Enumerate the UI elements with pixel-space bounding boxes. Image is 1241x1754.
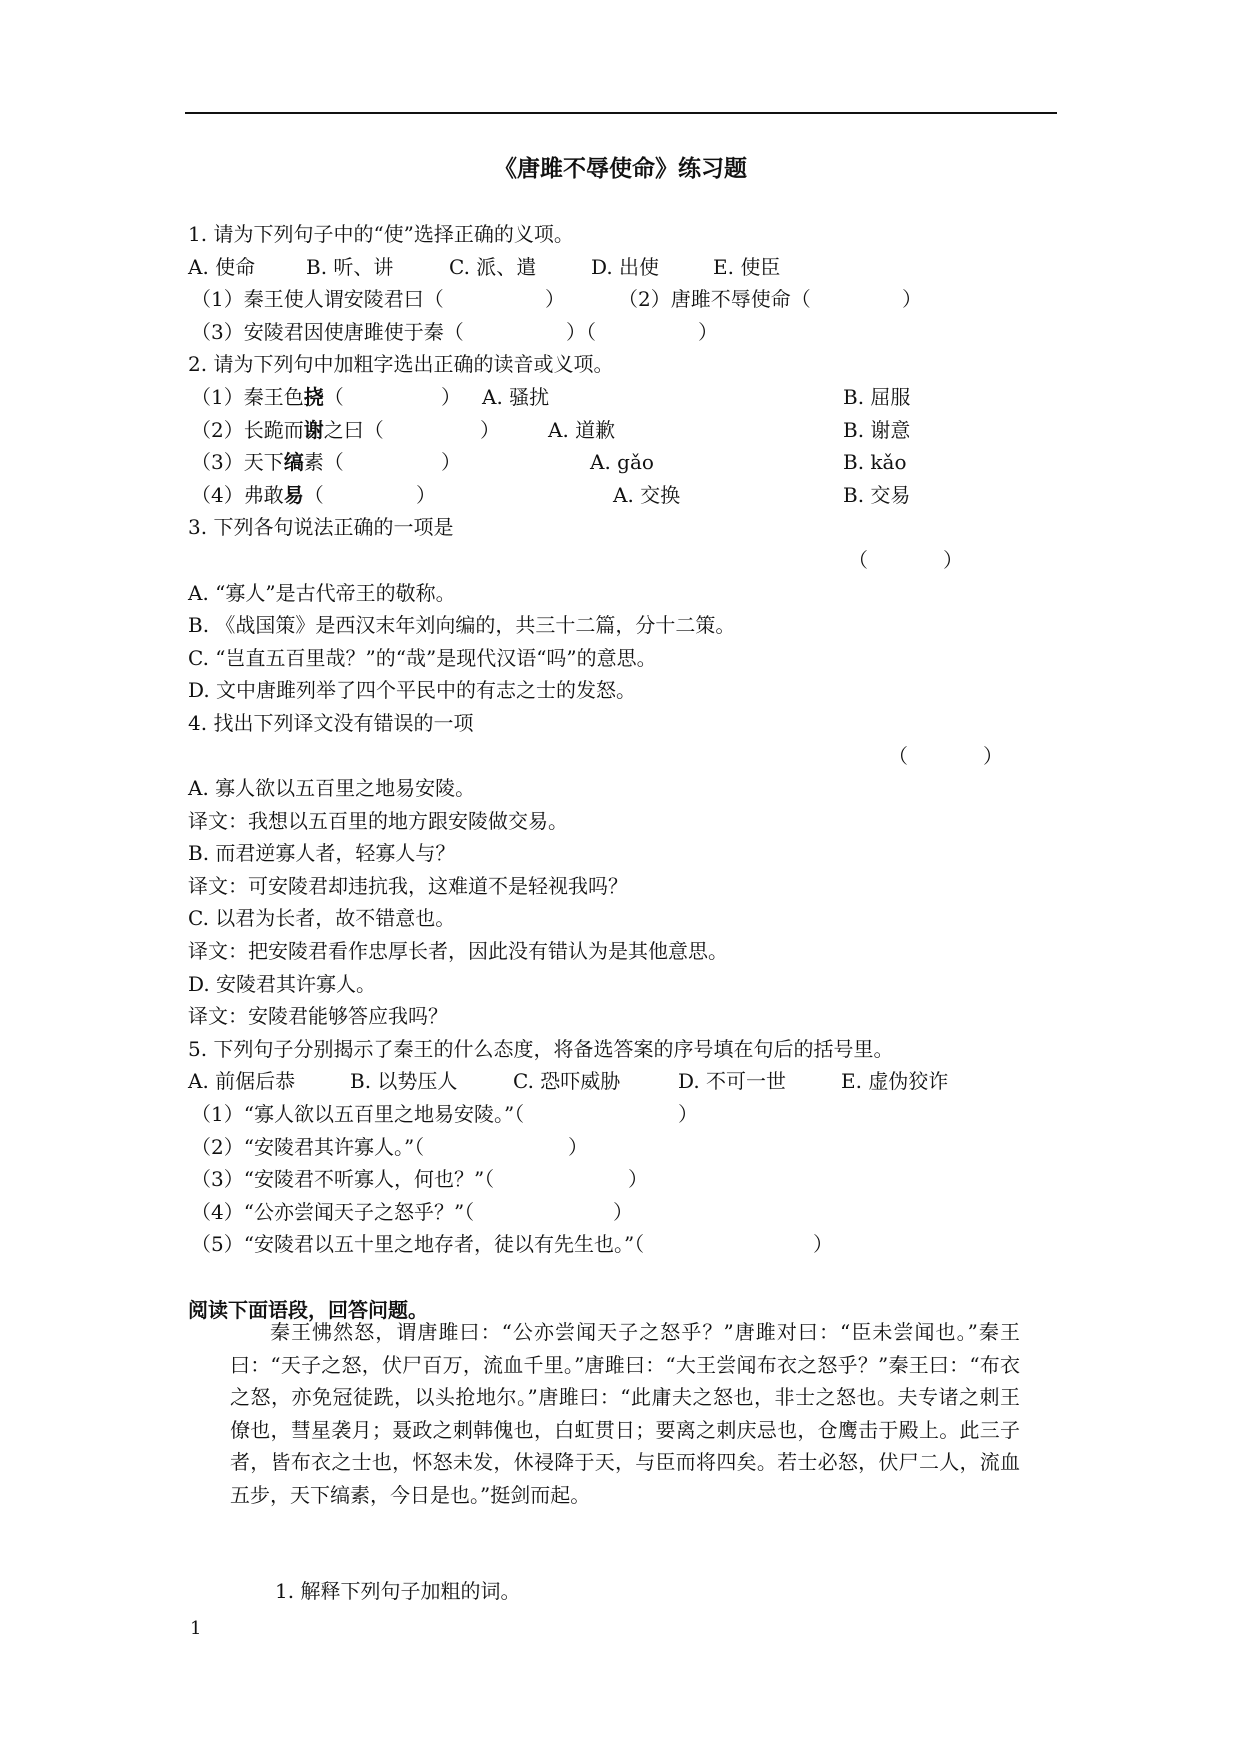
segment-text: （3）“安陵君不听寡人，何也？”（ — [191, 1167, 495, 1192]
line-segment — [813, 1228, 833, 1261]
line-segment — [350, 1065, 457, 1098]
line-segment — [191, 1163, 494, 1196]
exercise-line — [188, 837, 1068, 870]
line-segment — [628, 1163, 648, 1196]
exercise-line — [188, 544, 1068, 577]
line-segment — [188, 1033, 893, 1066]
segment-text: B. 听、讲 — [306, 254, 394, 279]
segment-text: B. 交易 — [843, 482, 911, 507]
segment-text: （5）“安陵君以五十里之地存者，徒以有先生也。”（ — [191, 1232, 645, 1257]
line-segment — [188, 707, 473, 740]
segment-text: B. 而君逆寡人者，轻寡人与？ — [188, 841, 456, 866]
segment-tail: 之曰（ — [323, 417, 384, 442]
segment-text: （2）“安陵君其许寡人。”（ — [191, 1134, 425, 1159]
line-segment — [713, 251, 780, 284]
line-segment — [191, 479, 324, 512]
bold-keyword: 易 — [283, 482, 304, 507]
exercise-line — [188, 609, 1068, 642]
line-segment — [188, 968, 376, 1001]
segment-text: ） — [902, 287, 922, 312]
segment-tail: 素（ — [303, 450, 344, 475]
line-segment — [441, 381, 461, 414]
line-segment — [191, 316, 464, 349]
line-segment — [843, 446, 907, 479]
exercise-line — [188, 968, 1068, 1001]
exercise-line — [188, 1065, 1068, 1098]
exercise-line — [188, 511, 1068, 544]
exercise-line — [188, 674, 1068, 707]
segment-text: A. 交换 — [613, 482, 681, 507]
segment-text: 3. 下列各句说法正确的一项是 — [188, 515, 454, 540]
line-segment — [591, 251, 659, 284]
segment-text: （1）秦王色 — [191, 384, 304, 409]
page-title: 《唐雎不辱使命》练习题 — [494, 155, 747, 182]
line-segment — [566, 316, 596, 349]
line-segment — [188, 805, 568, 838]
exercise-line — [188, 1228, 1068, 1261]
line-segment — [188, 935, 728, 968]
segment-text: ） — [983, 743, 1003, 768]
line-segment — [843, 479, 910, 512]
bold-keyword: 谢 — [303, 417, 324, 442]
line-segment — [188, 609, 735, 642]
bold-keyword: 缟 — [283, 450, 304, 475]
segment-text: 5. 下列句子分别揭示了秦王的什么态度，将备选答案的序号填在句后的括号里。 — [188, 1036, 894, 1061]
segment-text: （ — [888, 743, 908, 768]
exercise-line — [188, 218, 1068, 251]
exercise-line — [188, 707, 1068, 740]
segment-text: ） — [628, 1167, 648, 1192]
line-segment — [188, 870, 628, 903]
exercise-line — [188, 577, 1068, 610]
line-segment — [449, 251, 536, 284]
segment-text: ） — [943, 547, 963, 572]
segment-text: A. 寡人欲以五百里之地易安陵。 — [188, 776, 476, 801]
line-segment — [191, 1196, 474, 1229]
exercise-line — [188, 283, 1068, 316]
segment-text: A. 骚扰 — [482, 384, 550, 409]
line-segment — [590, 446, 654, 479]
line-segment — [678, 1098, 698, 1131]
line-segment — [698, 316, 718, 349]
segment-text: C. 派、遣 — [449, 254, 537, 279]
segment-text: 译文：安陵君能够答应我吗？ — [188, 1004, 448, 1029]
exercise-line — [188, 316, 1068, 349]
line-segment — [613, 479, 680, 512]
exercise-line — [188, 740, 1068, 773]
segment-text: B. 以势压人 — [350, 1069, 458, 1094]
line-segment — [191, 414, 384, 447]
segment-text: 译文：可安陵君却违抗我，这难道不是轻视我吗？ — [188, 873, 628, 898]
exercise-line — [188, 381, 1068, 414]
header-rule — [185, 112, 1057, 114]
segment-text: （1）“寡人欲以五百里之地易安陵。”（ — [191, 1102, 525, 1127]
exercise-line — [188, 1131, 1068, 1164]
line-segment — [188, 1065, 295, 1098]
exercise-line — [188, 1033, 1068, 1066]
segment-text: D. 文中唐雎列举了四个平民中的有志之士的发怒。 — [188, 678, 637, 703]
line-segment — [568, 1131, 588, 1164]
line-segment — [888, 740, 908, 773]
line-segment — [191, 1131, 424, 1164]
line-segment — [843, 381, 910, 414]
segment-text: E. 使臣 — [713, 254, 781, 279]
segment-text: 译文：我想以五百里的地方跟安陵做交易。 — [188, 808, 568, 833]
segment-text: （ — [848, 547, 868, 572]
segment-text: E. 虚伪狡诈 — [841, 1069, 949, 1094]
segment-text: A. “寡人”是古代帝王的敬称。 — [188, 580, 456, 605]
segment-text: D. 出使 — [591, 254, 660, 279]
segment-tail: （ — [323, 384, 344, 409]
segment-text: B. 谢意 — [843, 417, 911, 442]
segment-text: A. 使命 — [188, 254, 256, 279]
line-segment — [191, 446, 344, 479]
line-segment — [191, 381, 344, 414]
exercise-line — [188, 446, 1068, 479]
segment-text: A. 道歉 — [548, 417, 616, 442]
segment-tail: （ — [303, 482, 324, 507]
segment-text: （4）弗敢 — [191, 482, 284, 507]
exercise-line — [188, 479, 1068, 512]
line-segment — [188, 772, 475, 805]
exercise-line — [188, 251, 1068, 284]
exercise-line — [188, 1000, 1068, 1033]
segment-text: （2）唐雎不辱使命（ — [618, 287, 811, 312]
segment-text: ） — [441, 384, 461, 409]
segment-text: C. “岂直五百里哉？”的“哉”是现代汉语“吗”的意思。 — [188, 645, 657, 670]
segment-text: B. 《战国策》是西汉末年刘向编的，共三十二篇，分十二策。 — [188, 613, 736, 638]
exercise-line — [188, 1196, 1068, 1229]
exercise-line — [188, 414, 1068, 447]
line-segment — [548, 414, 615, 447]
segment-text: ） — [813, 1232, 833, 1257]
segment-text: 4. 找出下列译文没有错误的一项 — [188, 710, 474, 735]
segment-text: D. 安陵君其许寡人。 — [188, 971, 377, 996]
line-segment — [545, 283, 565, 316]
segment-text: ） — [568, 1134, 588, 1159]
segment-text: ） — [545, 287, 565, 312]
line-segment — [306, 251, 393, 284]
line-segment — [482, 381, 549, 414]
exercise-line — [188, 642, 1068, 675]
line-segment — [188, 642, 657, 675]
line-segment — [188, 251, 255, 284]
line-segment — [848, 544, 868, 577]
segment-text: ） — [441, 450, 461, 475]
bold-keyword: 挠 — [303, 384, 324, 409]
segment-text: ） — [678, 1102, 698, 1127]
line-segment — [480, 414, 500, 447]
page-number: 1 — [190, 1618, 202, 1639]
exercise-line — [188, 1261, 1068, 1294]
line-segment — [188, 1000, 448, 1033]
line-segment — [513, 1065, 620, 1098]
exercise-line — [188, 870, 1068, 903]
line-segment — [188, 218, 574, 251]
exercise-line — [188, 935, 1068, 968]
exercise-line — [188, 1163, 1068, 1196]
segment-text: （2）长跪而 — [191, 417, 304, 442]
segment-text: D. 不可一世 — [678, 1069, 787, 1094]
line-segment — [441, 446, 461, 479]
line-segment — [188, 348, 613, 381]
exercise-line — [188, 772, 1068, 805]
line-segment — [188, 837, 455, 870]
segment-text: C. 以君为长者，故不错意也。 — [188, 906, 456, 931]
line-segment — [188, 902, 455, 935]
segment-text: （3）安陵君因使唐雎使于秦（ — [191, 319, 464, 344]
segment-text: 阅读下面语段，回答问题。 — [188, 1297, 428, 1322]
segment-text: （1）秦王使人谓安陵君曰（ — [191, 287, 444, 312]
segment-text: C. 恐吓威胁 — [513, 1069, 621, 1094]
segment-text: ） — [698, 319, 718, 344]
segment-text: （4）“公亦尝闻天子之怒乎？”（ — [191, 1199, 475, 1224]
segment-text: A. gǎo — [590, 450, 654, 475]
line-segment — [618, 283, 811, 316]
exercise-line — [188, 902, 1068, 935]
reading-sub-question: 1. 解释下列句子加粗的词。 — [275, 1579, 521, 1603]
segment-text: A. 前倨后恭 — [188, 1069, 296, 1094]
segment-text: ） — [480, 417, 500, 442]
segment-text: 1. 请为下列句子中的“使”选择正确的义项。 — [188, 222, 574, 246]
line-segment — [943, 544, 963, 577]
line-segment — [191, 283, 444, 316]
line-segment — [416, 479, 436, 512]
line-segment — [188, 511, 453, 544]
segment-text: B. 屈服 — [843, 384, 911, 409]
segment-text: ） — [416, 482, 436, 507]
line-segment — [983, 740, 1003, 773]
line-segment — [188, 577, 456, 610]
line-segment — [678, 1065, 786, 1098]
line-segment — [191, 1228, 644, 1261]
exercise-line — [188, 1098, 1068, 1131]
segment-text: （3）天下 — [191, 450, 284, 475]
segment-text: B. kǎo — [843, 450, 907, 475]
line-segment — [188, 674, 636, 707]
exercise-line — [188, 348, 1068, 381]
line-segment — [841, 1065, 948, 1098]
line-segment — [613, 1196, 633, 1229]
segment-text: 译文：把安陵君看作忠厚长者，因此没有错认为是其他意思。 — [188, 939, 728, 964]
reading-passage: 秦王怫然怒，谓唐雎曰：“公亦尝闻天子之怒乎？”唐雎对曰：“臣未尝闻也。”秦王曰：“天子之怒，伏尸百万，流血千里。”唐雎曰：“大王尝闻布衣之怒乎？”秦王曰：“布衣之怒，亦免冠徒跣，以头抢地尔。”唐雎曰：“此庸夫之怒也，非士之怒也。夫专诸之刺王僚也，彗星袭月；聂政之刺韩傀也，白虹贯日；要离之刺庆忌也，仓鹰击于殿上。此三子者，皆布衣之士也，怀怒未发，休祲降于天，与臣而将四矣。若士必怒，伏尸二人，流血五步，天下缟素，今日是也。”挺剑而起。 — [230, 1320, 1020, 1507]
line-segment — [843, 414, 910, 447]
segment-text: ） — [613, 1199, 633, 1224]
exercise-line — [188, 805, 1068, 838]
exercise-content — [188, 218, 1068, 1326]
segment-text: 2. 请为下列句中加粗字选出正确的读音或义项。 — [188, 352, 614, 377]
segment-text: ）（ — [566, 319, 596, 344]
line-segment — [902, 283, 922, 316]
line-segment — [191, 1098, 524, 1131]
